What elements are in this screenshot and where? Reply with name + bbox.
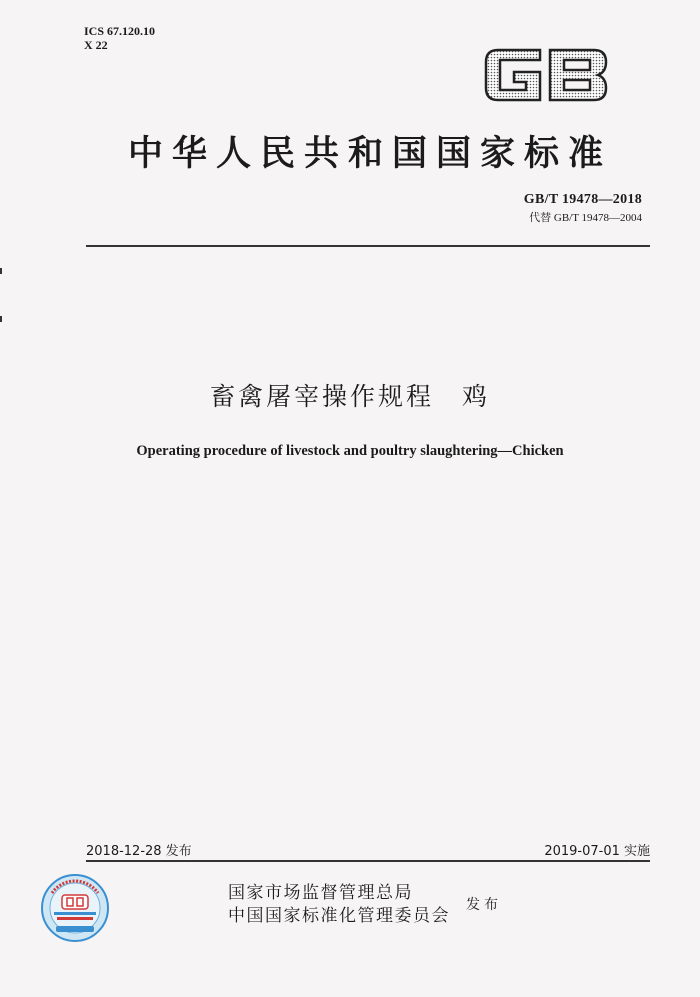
chinese-title: 畜禽屠宰操作规程 鸡 <box>209 382 490 411</box>
gb-logo <box>478 38 614 112</box>
classification-codes <box>84 24 155 52</box>
national-standard-title: 中华人民共和国国家标准 <box>127 133 612 174</box>
issuer-sac: 中国国家标准化管理委员会 <box>228 906 450 926</box>
standard-number-block <box>524 192 642 225</box>
top-divider <box>86 245 650 247</box>
bottom-divider <box>86 860 650 862</box>
english-title: Operating procedure of livestock and poultry slaughtering—Chicken <box>136 443 564 459</box>
implementation-date: 2019-07-01 实施 <box>544 844 650 859</box>
issuing-authorities <box>228 882 450 928</box>
ccs-code: X 22 <box>84 38 108 52</box>
issue-date: 2018-12-28 发布 <box>86 844 192 859</box>
scan-edge-mark <box>0 268 2 274</box>
scan-edge-mark <box>0 316 2 322</box>
ics-code: ICS 67.120.10 <box>84 24 156 38</box>
anti-counterfeit-seal-icon <box>40 873 110 943</box>
replaces-standard: 代替 GB/T 19478—2004 <box>529 212 642 224</box>
issuer-samr: 国家市场监督管理总局 <box>228 883 413 903</box>
standard-number: GB/T 19478—2018 <box>523 192 642 207</box>
publish-label: 发布 <box>466 897 502 913</box>
